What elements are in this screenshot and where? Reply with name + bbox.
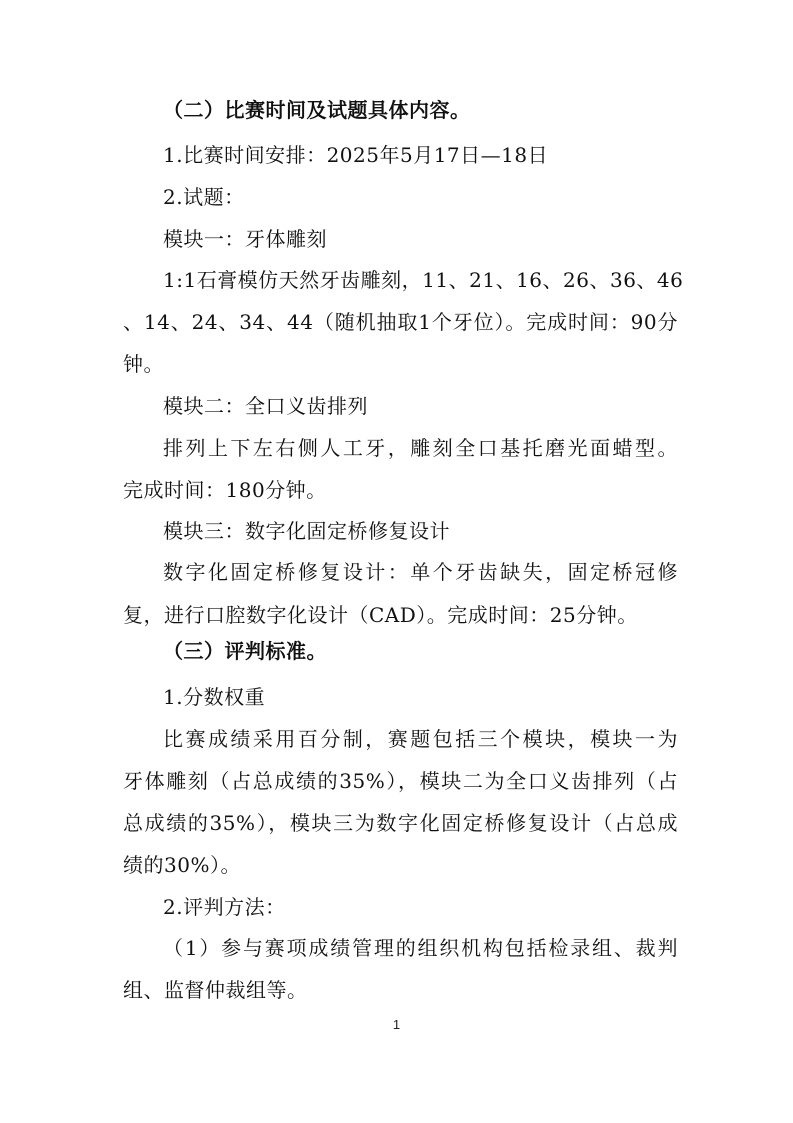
section-heading-competition-time: （二）比赛时间及试题具体内容。 — [163, 98, 471, 122]
subheading-judging-method: 2.评判方法： — [163, 895, 286, 919]
module-one-desc-line-1: 1:1石膏模仿天然牙齿雕刻，11、21、16、26、36、46 — [163, 268, 684, 292]
module-three-title: 模块三：数字化固定桥修复设计 — [163, 519, 450, 543]
page-number: 1 — [392, 1017, 401, 1032]
module-two-desc-line-1: 排列上下左右侧人工牙，雕刻全口基托磨光面蜡型。 — [163, 436, 678, 460]
module-three-desc-line-1: 数字化固定桥修复设计：单个牙齿缺失，固定桥冠修 — [163, 560, 678, 584]
module-two-desc-line-2: 完成时间：180分钟。 — [123, 478, 327, 502]
score-weight-line-3: 总成绩的35%），模块三为数字化固定桥修复设计（占总成 — [123, 811, 678, 835]
module-one-desc-line-2: 、14、24、34、44（随机抽取1个牙位）。完成时间：90分 — [123, 310, 678, 334]
module-three-desc-line-2: 复，进行口腔数字化设计（CAD）。完成时间：25分钟。 — [123, 603, 638, 627]
score-weight-line-2: 牙体雕刻（占总成绩的35%），模块二为全口义齿排列（占 — [123, 769, 678, 793]
module-two-title: 模块二：全口义齿排列 — [163, 394, 368, 418]
module-one-desc-line-3: 钟。 — [123, 352, 164, 376]
judging-method-line-2: 组、监督仲裁组等。 — [123, 978, 308, 1002]
module-one-title: 模块一：牙体雕刻 — [163, 227, 327, 251]
paragraph-schedule: 1.比赛时间安排：2025年5月17日—18日 — [163, 143, 549, 167]
paragraph-questions-label: 2.试题： — [163, 185, 245, 209]
score-weight-line-1: 比赛成绩采用百分制，赛题包括三个模块，模块一为 — [163, 727, 678, 751]
judging-method-line-1: （1）参与赛项成绩管理的组织机构包括检录组、裁判 — [163, 936, 678, 960]
subheading-score-weight: 1.分数权重 — [163, 685, 266, 709]
score-weight-line-4: 绩的30%）。 — [123, 853, 241, 877]
section-heading-judging-criteria: （三）评判标准。 — [163, 639, 327, 663]
